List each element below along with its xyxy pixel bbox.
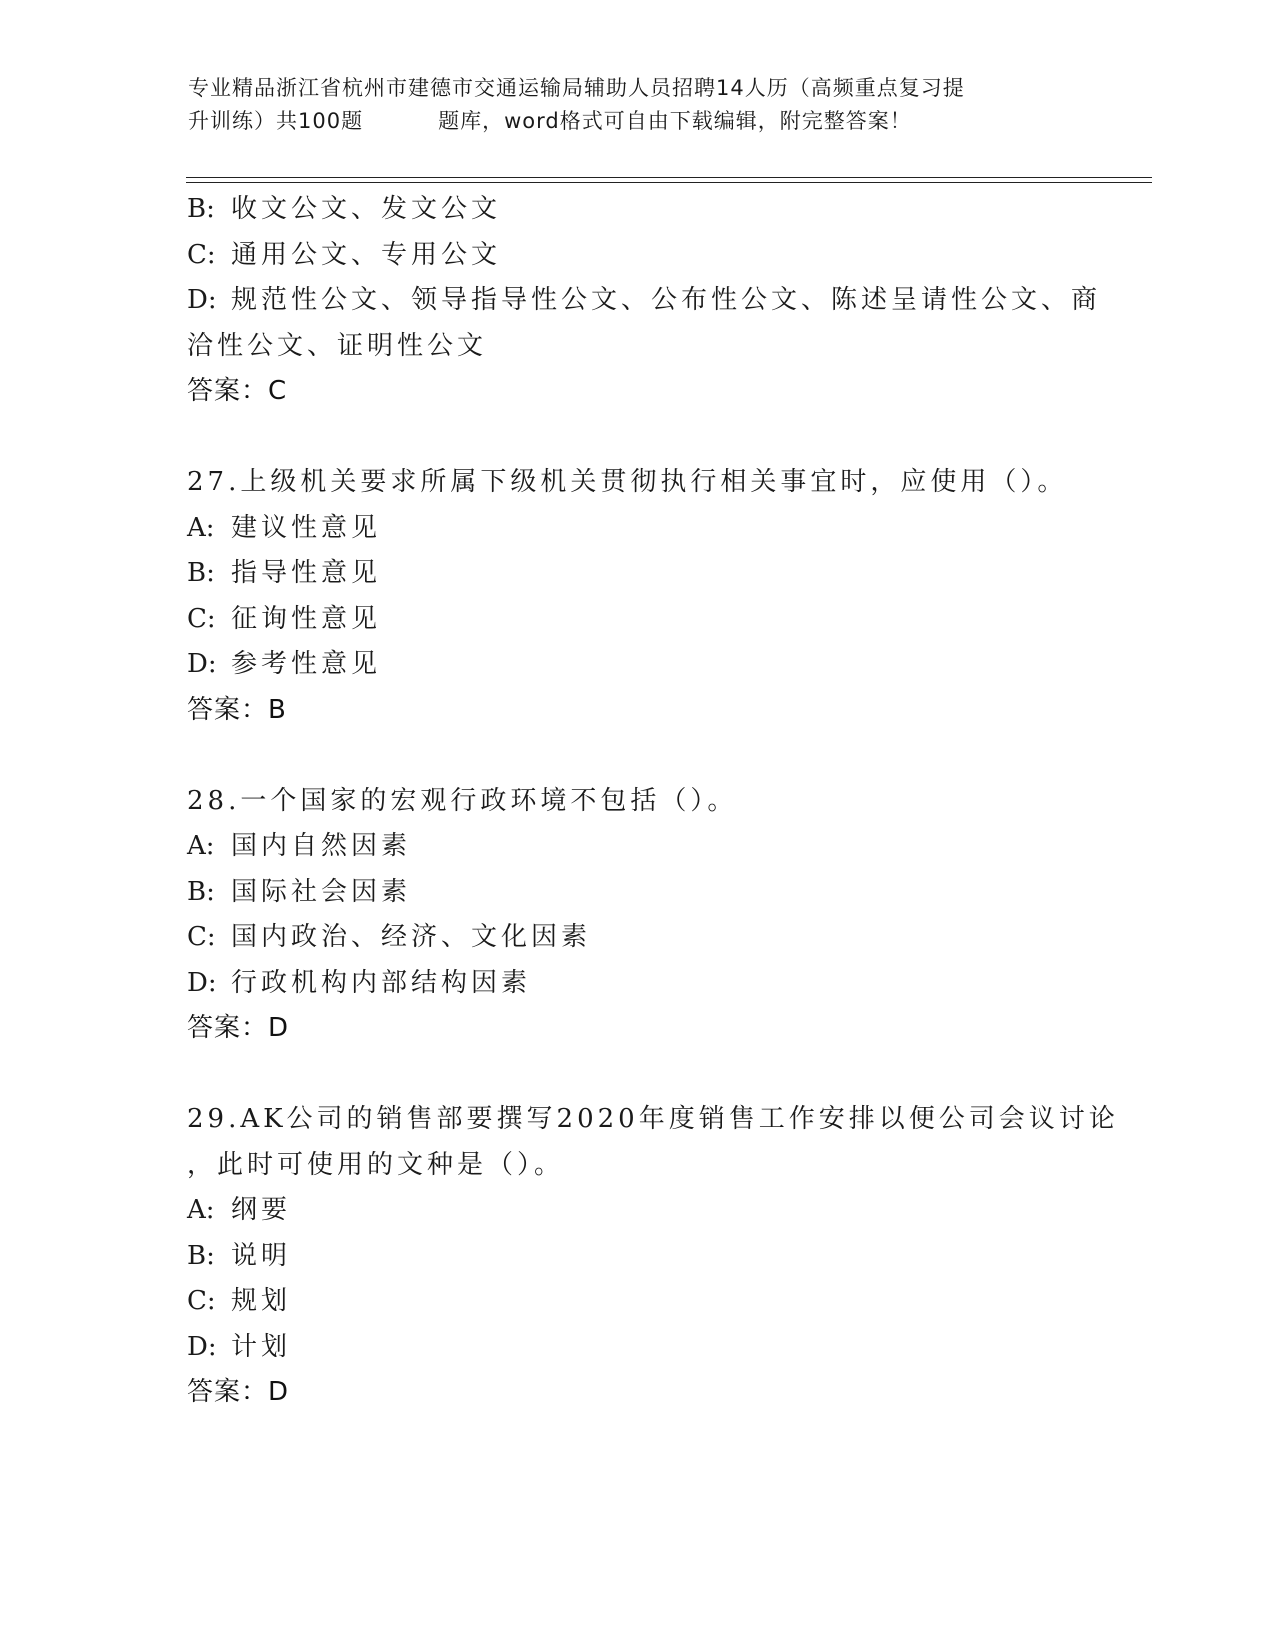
option-text: 指导性意见 bbox=[231, 558, 382, 588]
option-d-continuation: 洽性公文、证明性公文 bbox=[187, 330, 488, 361]
question-stem: 27.上级机关要求所属下级机关贯彻执行相关事宜时，应使用（）。 bbox=[187, 467, 1068, 497]
header-line-2 bbox=[188, 105, 1068, 138]
question-stem-continuation: ，此时可使用的文种是（）。 bbox=[187, 1149, 565, 1180]
question-list bbox=[187, 187, 1119, 1416]
option-text: 国内政治、经济、文化因素 bbox=[231, 922, 592, 952]
option-text: 征询性意见 bbox=[231, 603, 382, 634]
option-b: B: 指导性意见 bbox=[187, 558, 382, 588]
option-text: 规范性公文、领导指导性公文、公布性公文、陈述呈请性公文、商 bbox=[231, 285, 1102, 315]
option-text: 国内自然因素 bbox=[231, 831, 412, 861]
header-line-2-left: 升训练）共100题 bbox=[188, 109, 364, 133]
option-d: D: 计划 bbox=[187, 1331, 292, 1362]
option-text: 参考性意见 bbox=[231, 649, 382, 679]
option-c: C: 规划 bbox=[187, 1286, 292, 1316]
option-text: 说明 bbox=[231, 1240, 292, 1271]
option-b: B: 国际社会因素 bbox=[187, 876, 412, 907]
option-a: A: 建议性意见 bbox=[187, 512, 382, 543]
option-text: 纲要 bbox=[231, 1195, 292, 1225]
document-header bbox=[188, 72, 1068, 138]
question-block-28 bbox=[187, 779, 1087, 1052]
option-text: 收文公文、发文公文 bbox=[231, 194, 502, 224]
option-a: A: 纲要 bbox=[187, 1195, 292, 1225]
answer-line: 答案：D bbox=[187, 1013, 290, 1043]
answer-line: 答案：C bbox=[187, 376, 288, 406]
option-c: C: 通用公文、专用公文 bbox=[187, 239, 502, 270]
question-block-27 bbox=[187, 460, 1087, 733]
answer-line: 答案：B bbox=[187, 694, 287, 725]
option-text: 计划 bbox=[231, 1331, 292, 1362]
answer-line: 答案：D bbox=[187, 1377, 290, 1407]
option-text: 建议性意见 bbox=[231, 512, 382, 543]
header-line-2-right: 题库，word格式可自由下载编辑，附完整答案！ bbox=[438, 109, 912, 133]
option-text: 行政机构内部结构因素 bbox=[231, 967, 532, 998]
option-text: 国际社会因素 bbox=[231, 876, 412, 907]
option-text: 通用公文、专用公文 bbox=[231, 239, 502, 270]
question-block-26 bbox=[187, 187, 1102, 415]
option-b: B: 说明 bbox=[187, 1240, 292, 1271]
header-line-1: 专业精品浙江省杭州市建德市交通运输局辅助人员招聘14人历（高频重点复习提 bbox=[188, 76, 965, 100]
question-block-29 bbox=[187, 1097, 1119, 1416]
option-c: C: 征询性意见 bbox=[187, 603, 382, 634]
question-stem: 29.AK公司的销售部要撰写2020年度销售工作安排以便公司会议讨论 bbox=[187, 1104, 1119, 1134]
option-d: D: 行政机构内部结构因素 bbox=[187, 967, 532, 998]
option-d: D: 规范性公文、领导指导性公文、公布性公文、陈述呈请性公文、商 bbox=[187, 285, 1102, 315]
option-text: 规划 bbox=[231, 1286, 292, 1316]
question-stem: 28.一个国家的宏观行政环境不包括（）。 bbox=[187, 785, 738, 816]
option-c: C: 国内政治、经济、文化因素 bbox=[187, 922, 592, 952]
option-d: D: 参考性意见 bbox=[187, 649, 382, 679]
option-a: A: 国内自然因素 bbox=[187, 831, 412, 861]
header-divider-thick bbox=[186, 177, 1152, 178]
option-b: B: 收文公文、发文公文 bbox=[187, 194, 502, 224]
header-divider-thin bbox=[186, 182, 1152, 183]
